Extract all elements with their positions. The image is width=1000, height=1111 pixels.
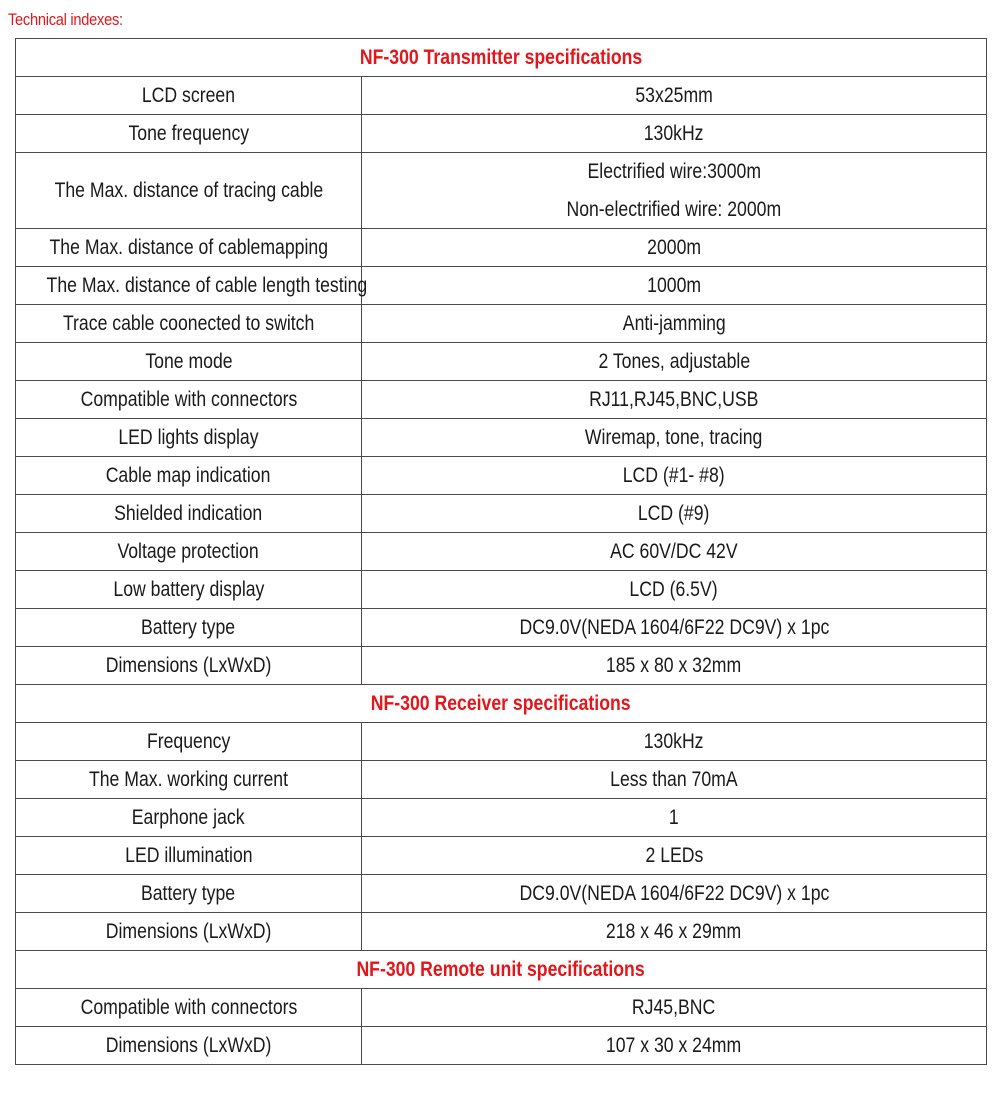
table-row: [16, 495, 987, 533]
table-row: [16, 533, 987, 571]
spec-value-cell: [362, 381, 987, 419]
table-row: [16, 1027, 987, 1065]
spec-value: 2 LEDs: [645, 843, 703, 867]
table-row: [16, 761, 987, 799]
spec-label-cell: [16, 609, 362, 647]
spec-label: LCD screen: [141, 83, 236, 107]
spec-value-cell: [362, 837, 987, 875]
table-row: [16, 77, 987, 115]
spec-label-cell: [16, 647, 362, 685]
spec-value: DC9.0V(NEDA 1604/6F22 DC9V) x 1pc: [519, 615, 829, 639]
section-header-row: [16, 951, 987, 989]
spec-value-cell: [362, 913, 987, 951]
table-row: [16, 647, 987, 685]
section-header-row: [16, 39, 987, 77]
spec-value-cell: [362, 875, 987, 913]
spec-label: Dimensions (LxWxD): [105, 1033, 272, 1057]
table-row: [16, 989, 987, 1027]
spec-label-cell: [16, 875, 362, 913]
table-row: [16, 305, 987, 343]
spec-label-cell: [16, 381, 362, 419]
spec-value: LCD (#1- #8): [623, 463, 725, 487]
spec-label-cell: [16, 153, 362, 229]
spec-label: Dimensions (LxWxD): [105, 919, 272, 943]
spec-label-cell: [16, 761, 362, 799]
section-title: NF-300 Receiver specifications: [371, 691, 631, 715]
page-heading: Technical indexes:: [8, 10, 123, 29]
spec-label: Frequency: [146, 729, 231, 753]
spec-label-cell: [16, 533, 362, 571]
section-title: NF-300 Transmitter specifications: [359, 45, 643, 69]
table-row: [16, 419, 987, 457]
spec-label-cell: [16, 495, 362, 533]
spec-value: Electrified wire:3000m: [587, 160, 761, 184]
spec-value-cell: [362, 457, 987, 495]
table-row: [16, 799, 987, 837]
spec-label: Low battery display: [112, 577, 264, 601]
spec-value-cell: [362, 419, 987, 457]
spec-value-cell: [362, 647, 987, 685]
spec-value: Non-electrified wire: 2000m: [566, 197, 782, 221]
table-row: [16, 115, 987, 153]
spec-label: Tone frequency: [128, 121, 249, 145]
spec-label: LED illumination: [124, 843, 253, 867]
table-row: [16, 875, 987, 913]
spec-label-cell: [16, 267, 368, 305]
spec-label: LED lights display: [118, 425, 259, 449]
spec-value: AC 60V/DC 42V: [610, 539, 738, 563]
spec-label: Earphone jack: [132, 805, 245, 829]
spec-value: 2 Tones, adjustable: [598, 349, 750, 373]
spec-label-cell: [16, 343, 362, 381]
spec-value-cell: [362, 571, 987, 609]
spec-value: DC9.0V(NEDA 1604/6F22 DC9V) x 1pc: [519, 881, 829, 905]
spec-label: Tone mode: [144, 349, 233, 373]
spec-value: 1000m: [647, 273, 701, 297]
spec-label: Cable map indication: [106, 463, 271, 487]
spec-value-cell: [362, 1027, 987, 1065]
table-row: [16, 229, 987, 267]
spec-label: The Max. distance of cable length testing: [46, 273, 368, 297]
spec-value: 130kHz: [644, 729, 704, 753]
spec-value: 1: [669, 805, 679, 829]
specifications-table-body: [16, 39, 987, 1065]
spec-value-cell: [362, 799, 987, 837]
table-row: [16, 343, 987, 381]
table-row: [16, 381, 987, 419]
spec-value: 218 x 46 x 29mm: [606, 919, 742, 943]
spec-value-cell: [362, 77, 987, 115]
spec-label: Trace cable coonected to switch: [62, 311, 315, 335]
spec-label: Compatible with connectors: [80, 387, 297, 411]
spec-label: The Max. distance of tracing cable: [54, 178, 323, 202]
spec-value-cell: [362, 343, 987, 381]
spec-label-cell: [16, 305, 362, 343]
spec-value-cell: [362, 533, 987, 571]
spec-value: Less than 70mA: [610, 767, 738, 791]
spec-value-cell: [362, 267, 987, 305]
spec-label-cell: [16, 837, 362, 875]
spec-label: Compatible with connectors: [80, 995, 297, 1019]
spec-value-cell: [362, 989, 987, 1027]
spec-value: 130kHz: [644, 121, 704, 145]
spec-label-cell: [16, 77, 362, 115]
spec-label-cell: [16, 989, 362, 1027]
spec-value: Wiremap, tone, tracing: [585, 425, 763, 449]
spec-label-cell: [16, 115, 362, 153]
spec-value-cell: [362, 495, 987, 533]
spec-label-cell: [16, 723, 362, 761]
spec-label-cell: [16, 229, 362, 267]
spec-label: Battery type: [141, 615, 236, 639]
table-row: [16, 267, 987, 305]
spec-value-cell: [362, 115, 987, 153]
section-title: NF-300 Remote unit specifications: [356, 957, 646, 981]
spec-value-cell: [362, 229, 987, 267]
section-title-cell: [16, 951, 987, 989]
spec-label-cell: [16, 799, 362, 837]
table-row: [16, 837, 987, 875]
spec-value: RJ11,RJ45,BNC,USB: [589, 387, 759, 411]
section-header-row: [16, 685, 987, 723]
table-row: [16, 457, 987, 495]
spec-value-cell: [362, 609, 987, 647]
spec-label-cell: [16, 457, 362, 495]
spec-label: Shielded indication: [114, 501, 263, 525]
table-row: [16, 153, 987, 229]
specifications-table: [15, 38, 987, 1065]
spec-value: LCD (#9): [638, 501, 710, 525]
spec-label-cell: [16, 419, 362, 457]
spec-value-cell: [362, 723, 987, 761]
table-row: [16, 913, 987, 951]
spec-value: 53x25mm: [635, 83, 713, 107]
spec-value: LCD (6.5V): [629, 577, 719, 601]
spec-label-cell: [16, 913, 362, 951]
section-title-cell: [16, 39, 987, 77]
section-title-cell: [16, 685, 987, 723]
spec-value: 185 x 80 x 32mm: [606, 653, 742, 677]
spec-label-cell: [16, 1027, 362, 1065]
spec-value-cell: [362, 305, 987, 343]
spec-value: Anti-jamming: [622, 311, 726, 335]
spec-value: 2000m: [647, 235, 701, 259]
spec-value: 107 x 30 x 24mm: [606, 1033, 742, 1057]
table-row: [16, 609, 987, 647]
spec-label: The Max. working current: [88, 767, 288, 791]
spec-value: RJ45,BNC: [632, 995, 716, 1019]
spec-value-cell: [362, 153, 987, 229]
spec-value-cell: [362, 761, 987, 799]
table-row: [16, 723, 987, 761]
spec-label-cell: [16, 571, 362, 609]
spec-label: Voltage protection: [117, 539, 260, 563]
spec-label: The Max. distance of cablemapping: [49, 235, 328, 259]
spec-label: Dimensions (LxWxD): [105, 653, 272, 677]
table-row: [16, 571, 987, 609]
spec-label: Battery type: [141, 881, 236, 905]
